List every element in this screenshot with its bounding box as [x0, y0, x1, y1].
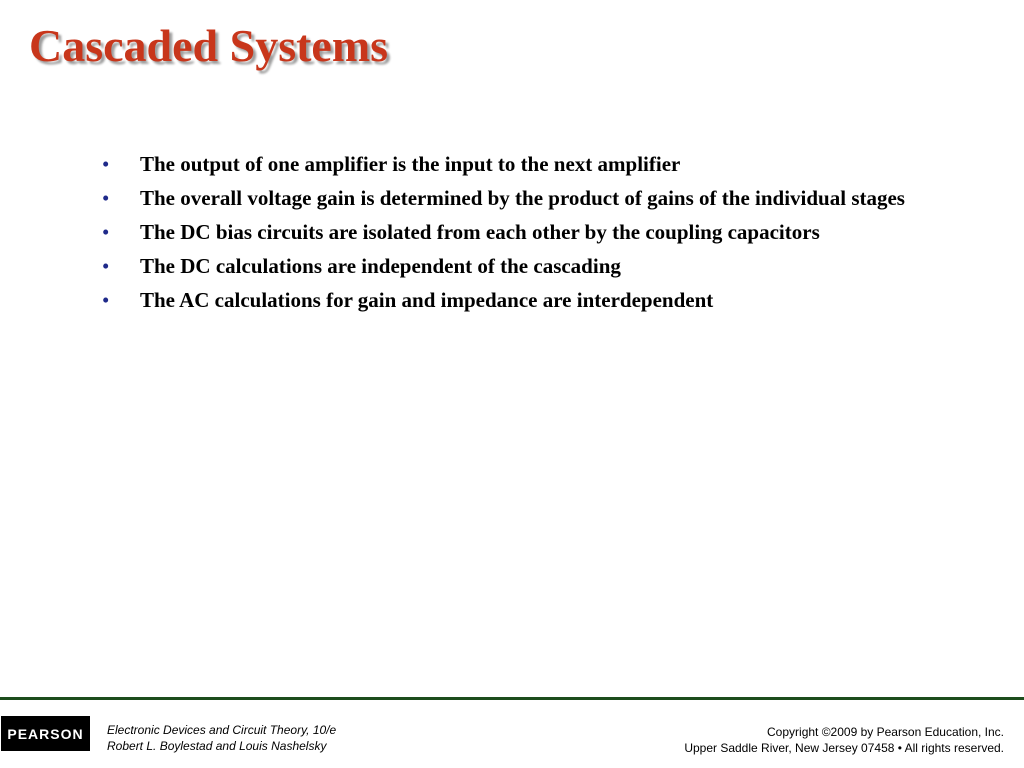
bullet-list [100, 150, 930, 320]
bullet-dot-icon: • [102, 254, 110, 278]
bullet-item [100, 252, 930, 280]
bullet-text: The output of one amplifier is the input to the next amplifier [140, 152, 681, 176]
bullet-text: The overall voltage gain is determined by the product of gains of the individual stages [140, 186, 905, 210]
bullet-dot-icon: • [102, 220, 110, 244]
bullet-dot-icon: • [102, 186, 110, 210]
bullet-text: The DC calculations are independent of the cascading [140, 254, 621, 278]
book-citation [107, 722, 336, 754]
book-title: Electronic Devices and Circuit Theory, 10/e [107, 723, 337, 737]
slide-title: Cascaded Systems [29, 20, 389, 71]
pearson-logo [1, 716, 90, 751]
bullet-text: The AC calculations for gain and impedance are interdependent [140, 288, 714, 312]
bullet-item [100, 150, 930, 178]
bullet-text: The DC bias circuits are isolated from each other by the coupling capacitors [140, 220, 820, 244]
bullet-item [100, 184, 930, 212]
copyright-line: Copyright ©2009 by Pearson Education, Inc. [767, 725, 1004, 739]
footer-divider [0, 697, 1024, 700]
bullet-item [100, 218, 930, 246]
book-authors: Robert L. Boylestad and Louis Nashelsky [107, 739, 327, 753]
publisher-address: Upper Saddle River, New Jersey 07458 • All rights reserved. [684, 741, 1004, 755]
bullet-dot-icon: • [102, 288, 110, 312]
copyright-notice [684, 724, 1004, 756]
bullet-dot-icon: • [102, 152, 110, 176]
logo-text: PEARSON [7, 725, 84, 742]
bullet-item [100, 286, 930, 314]
